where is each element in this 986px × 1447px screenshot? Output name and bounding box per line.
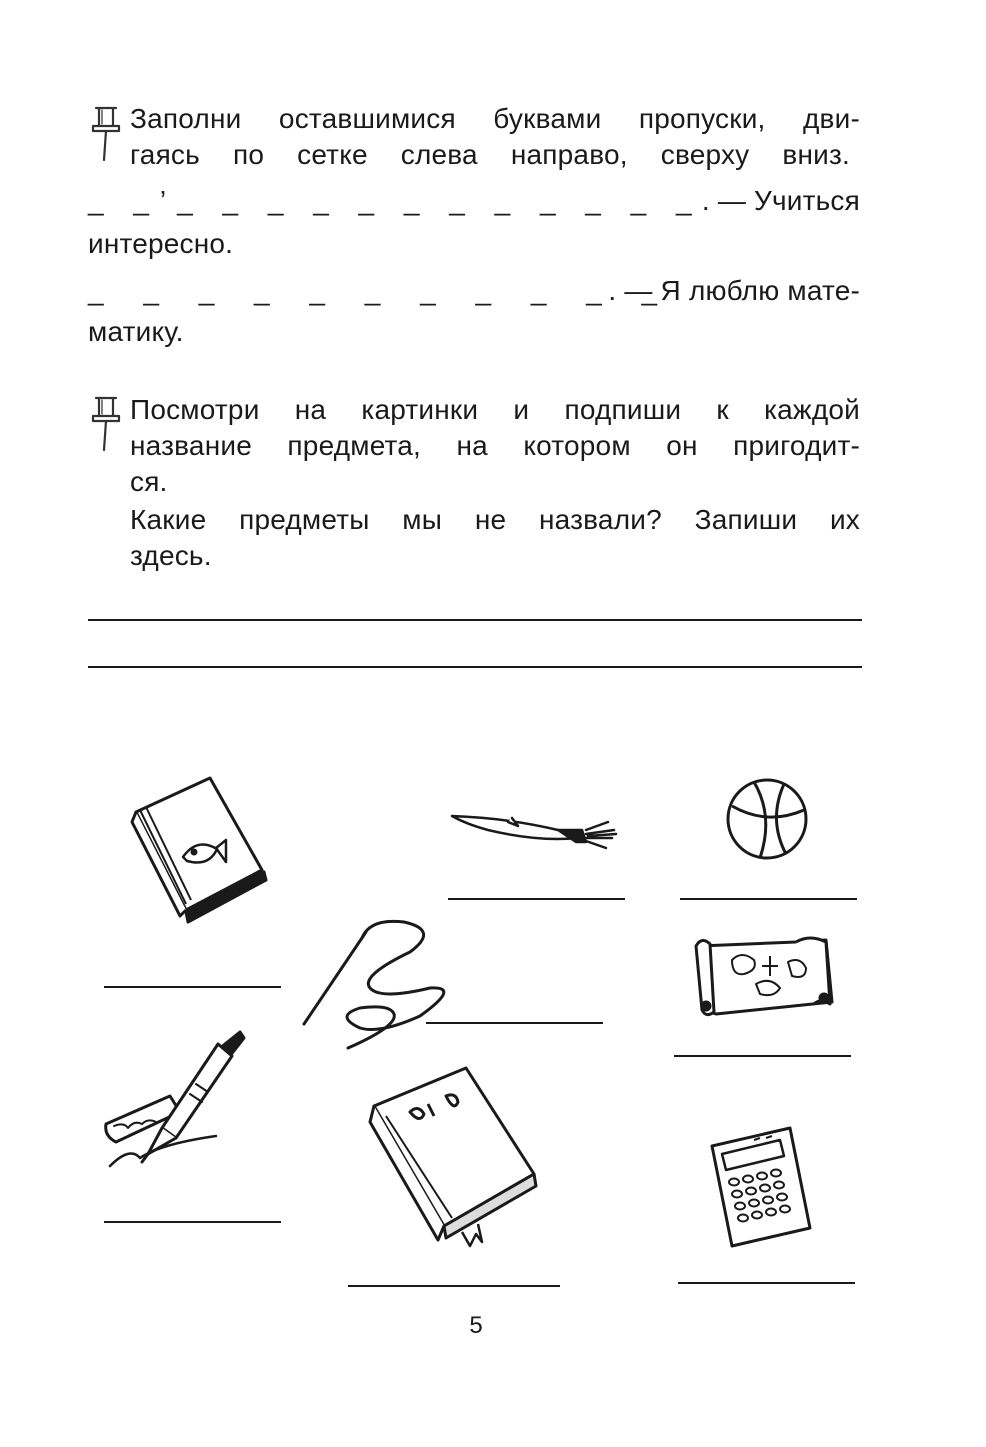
label-line-ball[interactable] xyxy=(680,898,857,900)
ball-icon xyxy=(724,776,810,862)
sentence2-cont: матику. xyxy=(88,316,184,347)
task2-line1: Посмотри на картинки и подпиши к каждой xyxy=(130,394,860,425)
sentence2-blanks[interactable]: _ _ _ _ _ _ _ _ _ _ _ xyxy=(88,275,674,306)
book-with-fish-icon xyxy=(128,772,270,924)
label-line-needle[interactable] xyxy=(426,1022,603,1024)
sentence2-row xyxy=(88,273,860,309)
pushpin-icon xyxy=(88,394,124,458)
page-number: 5 xyxy=(469,1312,483,1339)
label-line-calculator[interactable] xyxy=(678,1282,855,1284)
label-line-bio-book[interactable] xyxy=(348,1285,560,1287)
sentence1-cont: интересно. xyxy=(88,228,234,259)
sentence2-end: . — Я люблю мате- xyxy=(608,275,860,306)
sentence1-end: . — Учиться xyxy=(701,185,860,216)
task2-line5: здесь. xyxy=(130,540,212,571)
task1-line2: гаясь по сетке слева направо, сверху вниз. xyxy=(130,139,850,170)
label-line-map[interactable] xyxy=(674,1055,851,1057)
needle-thread-icon xyxy=(300,916,460,1056)
paintbrush-icon xyxy=(448,808,620,854)
pushpin-icon xyxy=(88,104,124,168)
pen-and-eraser-icon xyxy=(100,1026,260,1172)
answer-line-2[interactable] xyxy=(88,666,862,668)
bio-book-icon xyxy=(366,1064,542,1248)
task2-line2: название предмета, на котором он пригодит- xyxy=(130,430,860,461)
sentence1-blanks[interactable]: _ _’_ _ _ _ _ _ _ _ _ _ _ _ xyxy=(88,185,703,216)
task1-line1: Заполни оставшимися буквами пропуски, дви- xyxy=(130,103,860,134)
task2-line4: Какие предметы мы не назвали? Запиши их xyxy=(130,504,860,535)
label-line-paintbrush[interactable] xyxy=(448,898,625,900)
map-scroll-icon xyxy=(692,932,836,1020)
label-line-pen[interactable] xyxy=(104,1221,281,1223)
sentence1-row xyxy=(88,183,860,219)
task2-line3: ся. xyxy=(130,466,168,497)
answer-line-1[interactable] xyxy=(88,619,862,621)
label-line-book[interactable] xyxy=(104,986,281,988)
calculator-icon xyxy=(706,1124,814,1250)
